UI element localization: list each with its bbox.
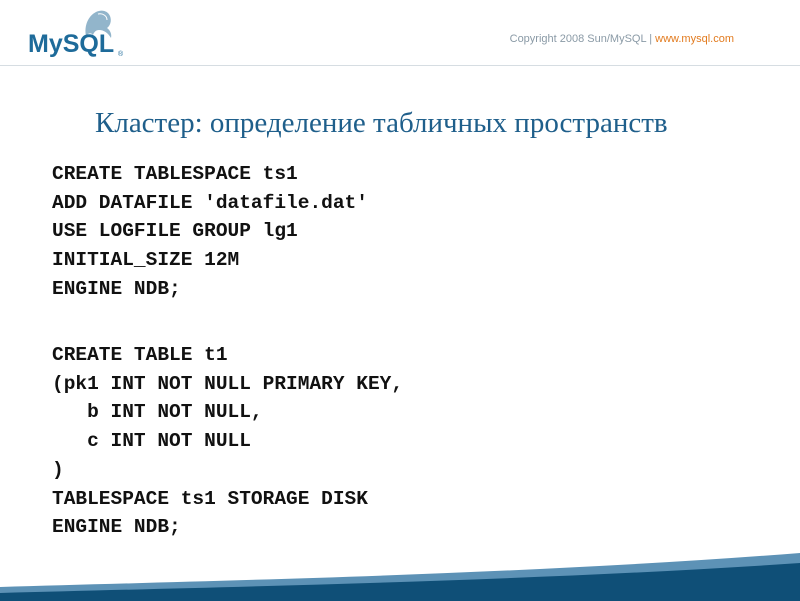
- copyright-text: Copyright 2008 Sun/MySQL |: [509, 33, 656, 45]
- code-block-create-table: CREATE TABLE t1 (pk1 INT NOT NULL PRIMARY KEY, b INT NOT NULL, c INT NOT NULL ) TABLESPACE ts1 STORAGE DISK ENGINE NDB;: [52, 344, 404, 539]
- slide-title: Кластер: определение табличных пространств: [95, 107, 668, 139]
- mysql-logo: [24, 8, 128, 64]
- logo-wordmark: MySQL: [28, 30, 115, 58]
- dolphin-logo-icon: [24, 8, 128, 64]
- copyright-notice: [510, 33, 734, 45]
- code-block-tablespace: CREATE TABLESPACE ts1 ADD DATAFILE 'datafile.dat' USE LOGFILE GROUP lg1 INITIAL_SIZE 12M ENGINE NDB;: [52, 163, 368, 300]
- svg-text:®: ®: [118, 51, 124, 58]
- website-link[interactable]: www.mysql.com: [655, 33, 734, 45]
- header-divider: [0, 65, 800, 66]
- footer-wave-decoration: [0, 541, 800, 601]
